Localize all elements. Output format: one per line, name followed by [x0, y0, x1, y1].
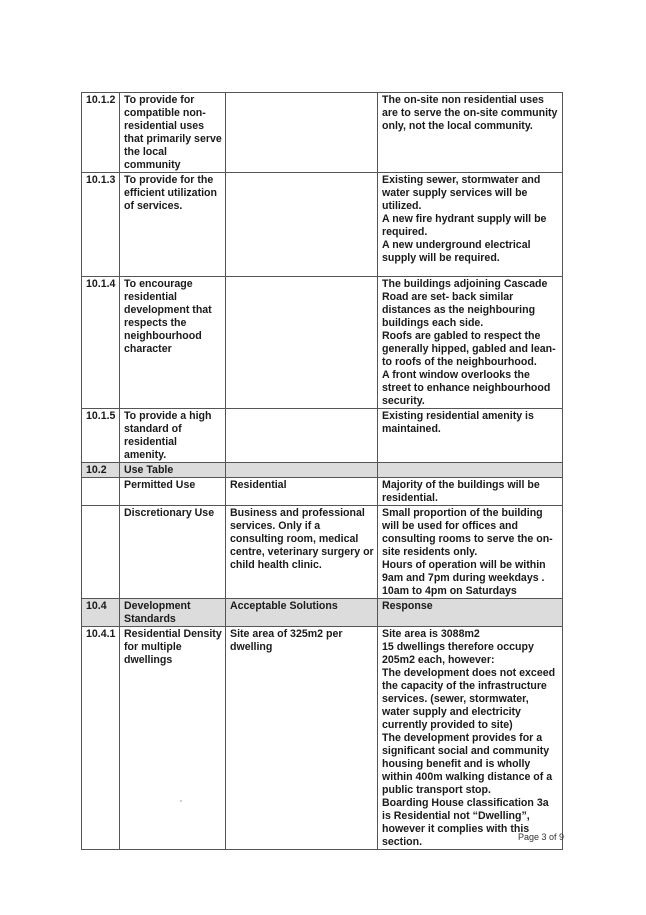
objective-cell: To provide for compatible non-residential uses that primarily serve the local community: [120, 93, 226, 173]
use-label: Discretionary Use: [120, 506, 226, 599]
table-row: [82, 173, 563, 277]
scan-speck: [180, 800, 182, 802]
response-cell: [378, 277, 563, 409]
response-line: The buildings adjoining Cascade Road are set- back similar distances as the neighbouring buildings each side.: [382, 278, 548, 329]
objective-cell: Residential Density for multiple dwellings: [120, 627, 226, 850]
response-line: A front window overlooks the street to enhance neighbourhood security.: [382, 369, 551, 407]
section-number: 10.2: [82, 463, 120, 478]
response-line: Boarding House classification 3a is Residential not “Dwelling”, however it complies with this section.: [382, 797, 549, 848]
response-cell: [378, 627, 563, 850]
table-row: [82, 506, 563, 599]
objective-cell: To provide for the efficient utilization of services.: [120, 173, 226, 277]
response-cell: Majority of the buildings will be residential.: [378, 478, 563, 506]
empty-cell: [82, 478, 120, 506]
section-header-row: [82, 599, 563, 627]
solution-cell: [226, 173, 378, 277]
section-title: Development Standards: [120, 599, 226, 627]
response-cell: [378, 173, 563, 277]
response-line: Existing sewer, stormwater and water supply services will be utilized.: [382, 174, 541, 212]
response-line: Site area is 3088m2: [382, 628, 480, 640]
response-line: 15 dwellings therefore occupy 205m2 each, however:: [382, 641, 534, 666]
response-cell: Existing residential amenity is maintained.: [378, 409, 563, 463]
planning-compliance-table: [81, 92, 563, 850]
objective-cell: To provide a high standard of residential amenity.: [120, 409, 226, 463]
response-line: A new underground electrical supply will be required.: [382, 239, 531, 264]
response-line: The development provides for a significant social and community housing benefit and is wholly within 400m walking distance of a public transport stop.: [382, 732, 553, 796]
clause-number: 10.4.1: [82, 627, 120, 850]
use-value: Residential: [226, 478, 378, 506]
response-line: The development does not exceed the capacity of the infrastructure services. (sewer, stormwater, water supply and electricity currently provided to site): [382, 667, 556, 731]
empty-cell: [82, 506, 120, 599]
section-header-row: [82, 463, 563, 478]
table-row: [82, 627, 563, 850]
response-line: Hours of operation will be within 9am and 7pm during weekdays . 10am to 4pm on Saturdays: [382, 559, 546, 597]
solution-cell: Site area of 325m2 per dwelling: [226, 627, 378, 850]
use-label: Permitted Use: [120, 478, 226, 506]
use-value: Business and professional services. Only if a consulting room, medical centre, veterinary surgery or child health clinic.: [226, 506, 378, 599]
table-row: [82, 93, 563, 173]
clause-number: 10.1.4: [82, 277, 120, 409]
section-title: Use Table: [120, 463, 226, 478]
section-number: 10.4: [82, 599, 120, 627]
solution-cell: [226, 93, 378, 173]
clause-number: 10.1.2: [82, 93, 120, 173]
response-cell: [378, 506, 563, 599]
solution-cell: [226, 277, 378, 409]
empty-cell: [226, 463, 378, 478]
solution-cell: [226, 409, 378, 463]
table-row: [82, 409, 563, 463]
response-cell: The on-site non residential uses are to serve the on-site community only, not the local community.: [378, 93, 563, 173]
page-number: Page 3 of 9: [518, 832, 565, 842]
column-heading: Acceptable Solutions: [226, 599, 378, 627]
response-line: Small proportion of the building will be used for offices and consulting rooms to serve the on-site residents only.: [382, 507, 553, 558]
table-row: [82, 478, 563, 506]
objective-cell: To encourage residential development that respects the neighbourhood character: [120, 277, 226, 409]
response-line: A new fire hydrant supply will be required.: [382, 213, 547, 238]
table-row: [82, 277, 563, 409]
empty-cell: [378, 463, 563, 478]
response-line: Roofs are gabled to respect the generally hipped, gabled and lean-to roofs of the neighbourhood.: [382, 330, 556, 368]
column-heading: Response: [378, 599, 563, 627]
clause-number: 10.1.5: [82, 409, 120, 463]
clause-number: 10.1.3: [82, 173, 120, 277]
